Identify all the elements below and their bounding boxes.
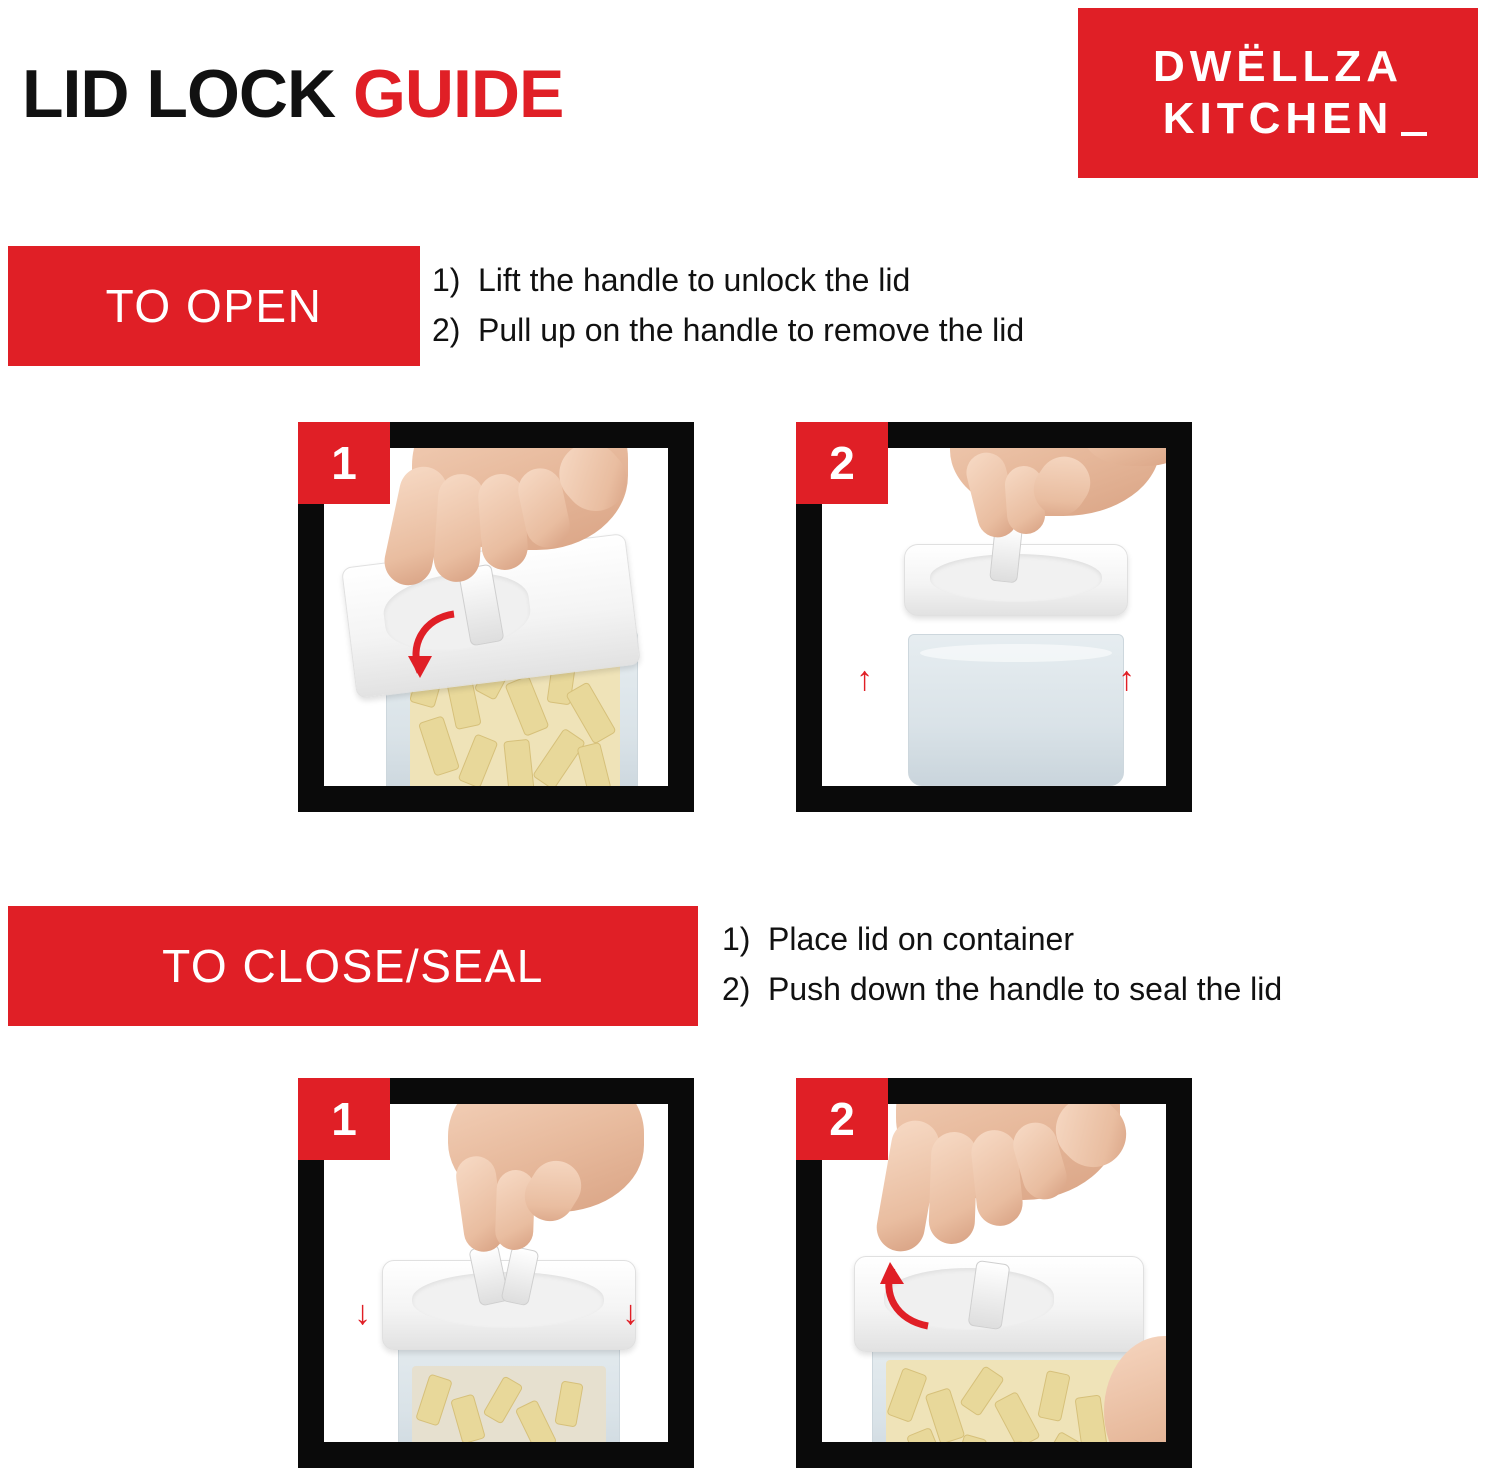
panel-step-badge: 1 <box>298 422 390 504</box>
brand-name-line-2: KITCHEN <box>1162 94 1394 143</box>
step-row <box>432 256 1024 306</box>
steps-to-close-seal <box>722 915 1282 1014</box>
step-number: 1) <box>722 921 751 957</box>
step-row <box>722 965 1282 1015</box>
brand-name-line-1: DWËLLZA <box>1152 42 1404 92</box>
step-text: Place lid on container <box>768 921 1074 957</box>
page-title <box>22 55 563 133</box>
section-label-to-close-seal <box>8 906 698 1026</box>
step-number: 1) <box>432 262 461 298</box>
section-label-to-open <box>8 246 420 366</box>
step-number: 2) <box>432 311 461 348</box>
arrow-up-right-icon: ↑ <box>1118 660 1135 698</box>
step-row <box>432 306 1024 356</box>
photo-panel-close-2 <box>796 1078 1192 1468</box>
page-title-main: LID LOCK <box>22 56 353 132</box>
photo-panel-open-2 <box>796 422 1192 812</box>
step-text: Lift the handle to unlock the lid <box>478 262 911 298</box>
arrow-up-left-icon: ↑ <box>856 660 873 698</box>
arrow-down-left-icon: ↓ <box>354 1294 371 1332</box>
step-row <box>722 915 1282 965</box>
arrow-down-right-icon: ↓ <box>622 1294 639 1332</box>
section-label-to-close-seal-text: TO CLOSE/SEAL <box>162 940 544 992</box>
brand-logo <box>1078 8 1478 178</box>
panel-step-badge: 1 <box>298 1078 390 1160</box>
page-title-accent: GUIDE <box>352 56 564 132</box>
photo-panel-open-1 <box>298 422 694 812</box>
panel-step-badge: 2 <box>796 1078 888 1160</box>
steps-to-open <box>432 256 1024 355</box>
step-text: Pull up on the handle to remove the lid <box>478 311 1025 348</box>
step-text: Push down the handle to seal the lid <box>768 970 1283 1007</box>
photo-panel-close-1 <box>298 1078 694 1468</box>
section-label-to-open-text: TO OPEN <box>105 280 323 332</box>
step-number: 2) <box>722 970 751 1007</box>
panel-step-badge: 2 <box>796 422 888 504</box>
